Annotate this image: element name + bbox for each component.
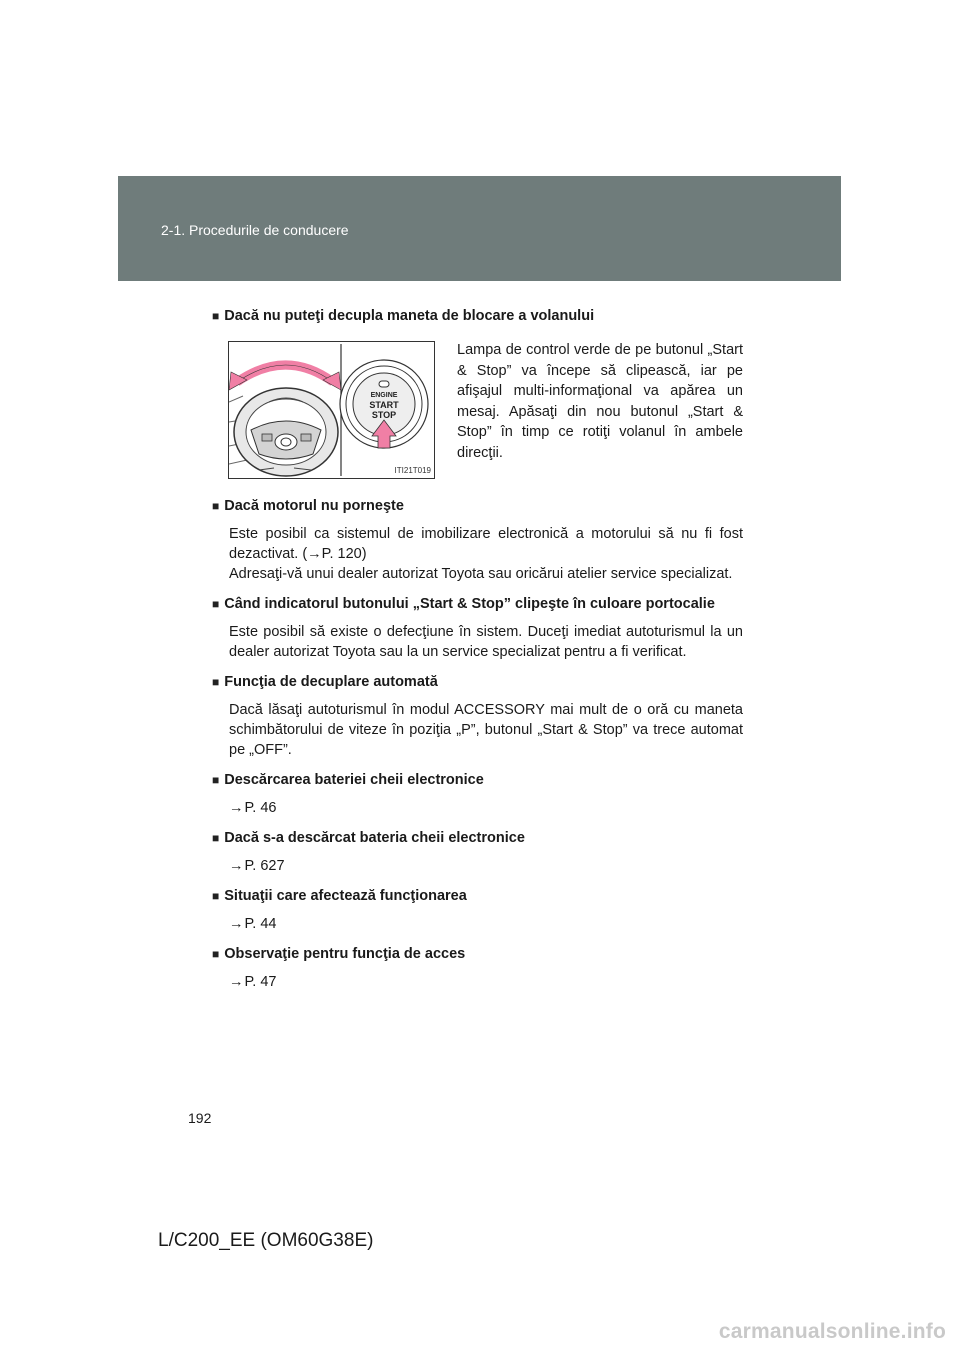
steering-illustration bbox=[229, 342, 434, 478]
arrow-right-icon: → bbox=[229, 800, 244, 816]
page-reference: →P. 627 bbox=[229, 858, 285, 874]
document-code: L/C200_EE (OM60G38E) bbox=[158, 1230, 374, 1251]
arrow-right-icon: → bbox=[229, 858, 244, 874]
bullet-square-icon: ■ bbox=[212, 947, 220, 961]
bullet-square-icon: ■ bbox=[212, 309, 220, 323]
bullet-square-icon: ■ bbox=[212, 499, 220, 513]
figure-row bbox=[212, 341, 743, 481]
steering-wheel-figure bbox=[228, 341, 435, 479]
figure-caption: Lampa de control verde de pe butonul „Start & Stop” va începe să clipească, iar pe afişajul multi-informaţional va apărea un mesaj. Apăsaţi din nou butonul „Start & Stop” în timp ce rotiţi volanul în ambele direcţii. bbox=[457, 342, 743, 461]
arrow-right-icon: → bbox=[229, 974, 244, 990]
button-engine-label: ENGINE bbox=[370, 392, 398, 399]
section-title: 2-1. Procedurile de conducere bbox=[161, 222, 349, 238]
page-content bbox=[212, 307, 743, 992]
figure-code: ITI21T019 bbox=[394, 466, 431, 475]
bullet-square-icon: ■ bbox=[212, 773, 220, 787]
section-heading: ■ Dacă nu puteţi decupla maneta de blocare a volanului bbox=[212, 308, 595, 324]
page-reference: →P. 44 bbox=[229, 916, 277, 932]
page-reference: →P. 46 bbox=[229, 800, 277, 816]
page-reference: →P. 47 bbox=[229, 974, 277, 990]
bullet-square-icon: ■ bbox=[212, 597, 220, 611]
section-heading: ■ Situaţii care afectează funcţionarea bbox=[212, 888, 467, 904]
section-heading: ■ Dacă s-a descărcat bateria cheii electronice bbox=[212, 830, 525, 846]
section-heading: ■ Funcţia de decuplare automată bbox=[212, 674, 438, 690]
bullet-square-icon: ■ bbox=[212, 831, 220, 845]
section-body: Este posibil să existe o defecţiune în sistem. Duceţi imediat autoturismul la un dealer autorizat Toyota sau la un service specializat pentru a fi verificat. bbox=[229, 624, 743, 660]
section-header bbox=[118, 176, 841, 281]
section-heading: ■ Când indicatorul butonului „Start & Stop” clipeşte în culoare portocalie bbox=[212, 596, 715, 612]
bullet-square-icon: ■ bbox=[212, 675, 220, 689]
page-number: 192 bbox=[188, 1110, 212, 1126]
section-heading: ■ Dacă motorul nu porneşte bbox=[212, 498, 404, 514]
section-heading: ■ Observaţie pentru funcţia de acces bbox=[212, 946, 466, 962]
arrow-right-icon: → bbox=[229, 916, 244, 932]
section-heading: ■ Descărcarea bateriei cheii electronice bbox=[212, 772, 484, 788]
button-stop-label: STOP bbox=[371, 410, 397, 420]
bullet-square-icon: ■ bbox=[212, 889, 220, 903]
button-start-label: START bbox=[369, 400, 399, 410]
section-body: Este posibil ca sistemul de imobilizare electronică a motorului să nu fi fost dezactivat. (→P. 120) Adresaţi-vă unui dealer autorizat Toyota sau oricărui atelier service specializat. bbox=[229, 526, 743, 582]
watermark: carmanualsonline.info bbox=[718, 1320, 946, 1343]
section-body: Dacă lăsaţi autoturismul în modul ACCESSORY mai mult de o oră cu maneta schimbătorului de viteze în poziţia „P”, butonul „Start & Stop” va trece automat pe „OFF”. bbox=[229, 702, 743, 758]
